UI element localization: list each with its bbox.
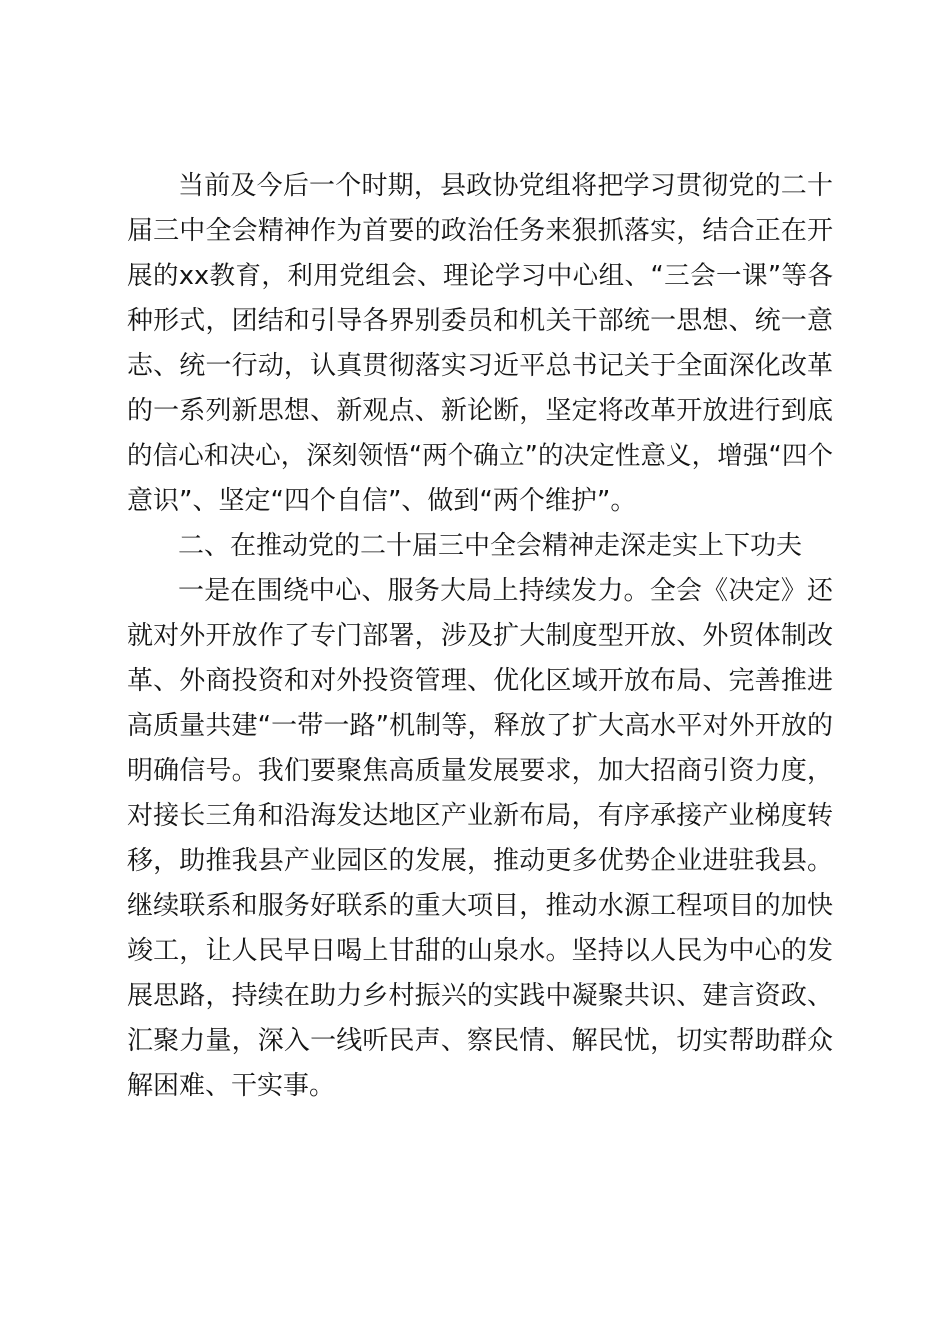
- paragraph-2-line-11: 汇聚力量，深入一线听民声、察民情、解民忧，切实帮助群众: [127, 1026, 833, 1056]
- paragraph-2-line-5: 明确信号。我们要聚焦高质量发展要求，加大招商引资力度，: [127, 756, 833, 786]
- paragraph-2-line-8: 继续联系和服务好联系的重大项目，推动水源工程项目的加快: [127, 891, 833, 921]
- paragraph-1-line-4: 种形式，团结和引导各界别委员和机关干部统一思想、统一意: [127, 306, 833, 336]
- paragraph-2-line-7: 移，助推我县产业园区的发展，推动更多优势企业进驻我县。: [127, 846, 833, 876]
- paragraph-1-line-1: 当前及今后一个时期，县政协党组将把学习贯彻党的二十: [178, 171, 833, 201]
- paragraph-1-line-8: 意识”、坚定“四个自信”、做到“两个维护”。: [127, 486, 637, 516]
- paragraph-2-line-10: 展思路，持续在助力乡村振兴的实践中凝聚共识、建言资政、: [127, 981, 833, 1011]
- paragraph-2-line-4: 高质量共建“一带一路”机制等，释放了扩大高水平对外开放的: [127, 711, 833, 741]
- paragraph-1-line-5: 志、统一行动，认真贯彻落实习近平总书记关于全面深化改革: [127, 351, 833, 381]
- paragraph-2-line-12: 解困难、干实事。: [127, 1071, 336, 1101]
- paragraph-1-line-3: 展的xx教育，利用党组会、理论学习中心组、“三会一课”等各: [127, 261, 833, 291]
- paragraph-2-line-3: 革、外商投资和对外投资管理、优化区域开放布局、完善推进: [127, 666, 833, 696]
- section-heading-2: 二、在推动党的二十届三中全会精神走深走实上下功夫: [178, 531, 803, 561]
- paragraph-2-line-6: 对接长三角和沿海发达地区产业新布局，有序承接产业梯度转: [127, 801, 833, 831]
- paragraph-2-line-9: 竣工，让人民早日喝上甘甜的山泉水。坚持以人民为中心的发: [127, 936, 833, 966]
- paragraph-2-line-1: 一是在围绕中心、服务大局上持续发力。全会《决定》还: [178, 576, 833, 606]
- paragraph-1-line-7: 的信心和决心，深刻领悟“两个确立”的决定性意义，增强“四个: [127, 441, 833, 471]
- paragraph-1-line-6: 的一系列新思想、新观点、新论断，坚定将改革开放进行到底: [127, 396, 833, 426]
- paragraph-2-line-2: 就对外开放作了专门部署，涉及扩大制度型开放、外贸体制改: [127, 621, 833, 651]
- paragraph-1-line-2: 届三中全会精神作为首要的政治任务来狠抓落实，结合正在开: [127, 216, 833, 246]
